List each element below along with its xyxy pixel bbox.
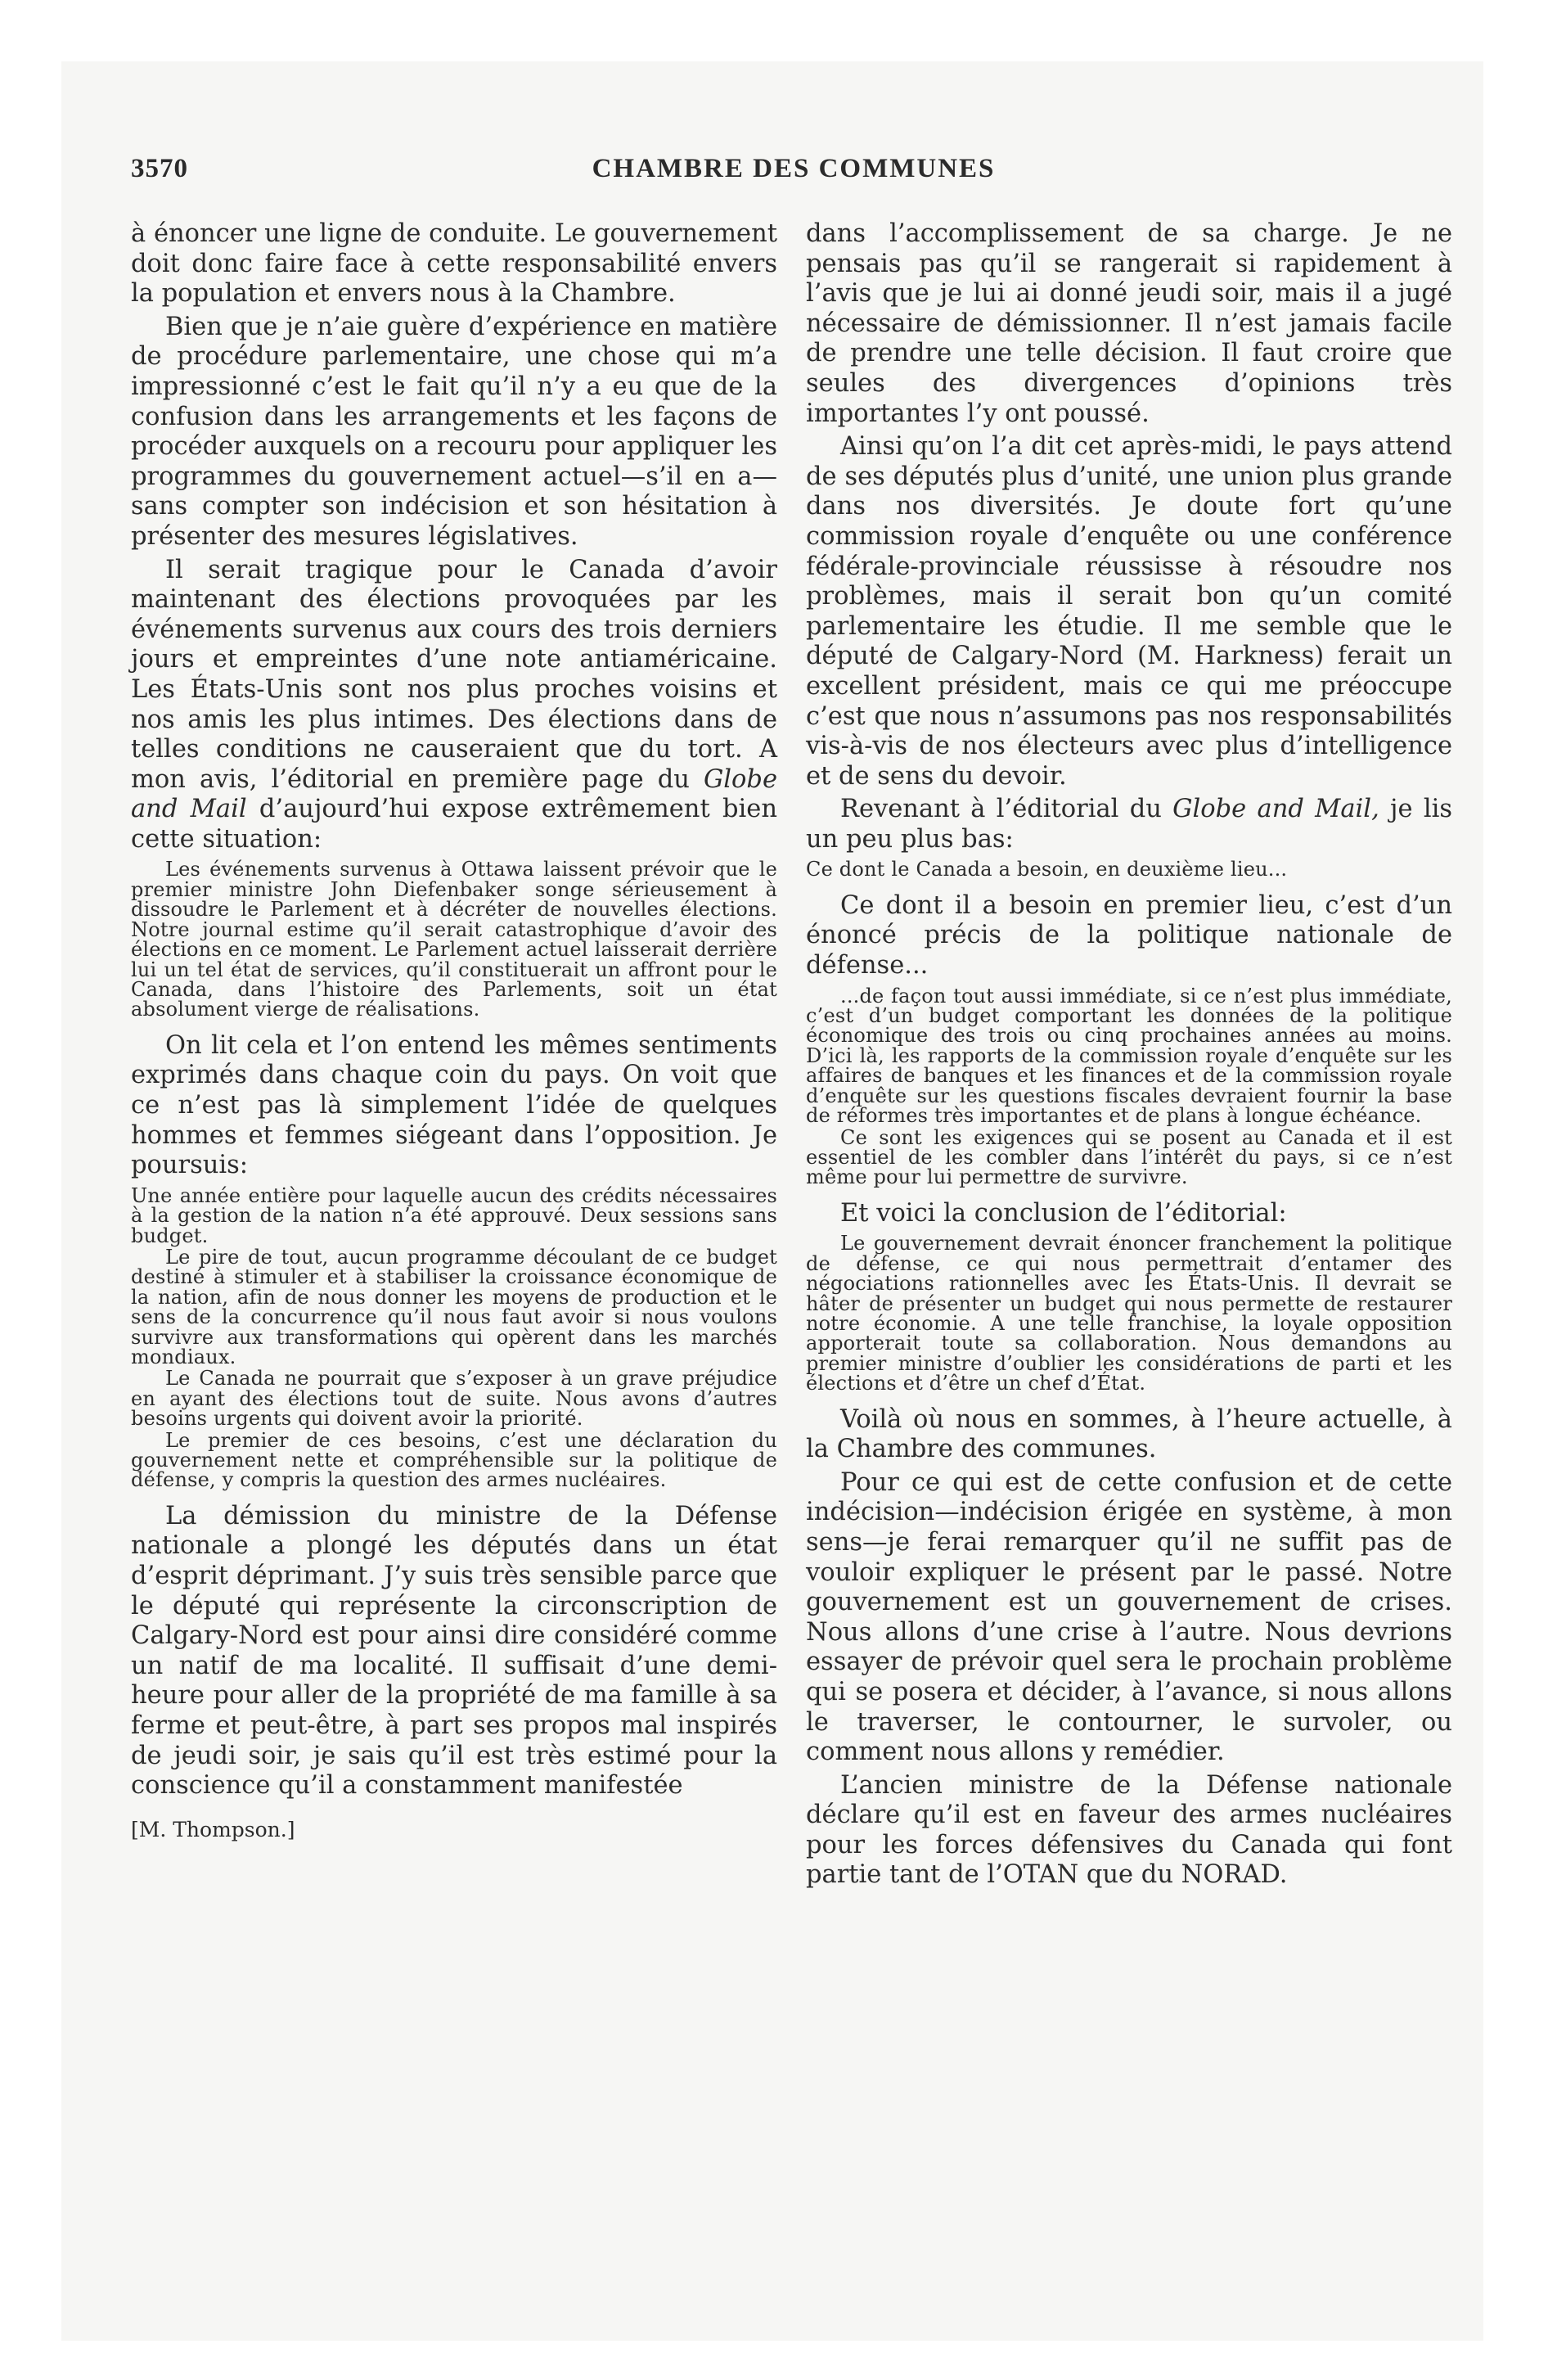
paragraph: On lit cela et l’on entend les mêmes sentiments exprimés dans chaque coin du pays. On voit que ce n’est pas là simplement l’idée de quelques hommes et femmes siégeant dans l’opposition. Je poursuis: xyxy=(131,1030,777,1180)
quote-paragraph: Le premier de ces besoins, c’est une déclaration du gouvernement nette et compréhensible sur la politique de défense, y compris la question des armes nucléaires. xyxy=(131,1428,777,1492)
paragraph: dans l’accomplissement de sa charge. Je ne pensais pas qu’il se rangerait si rapidement à l’avis que je lui ai donné jeudi soir, mais il a jugé nécessaire de démissionner. Il n’est jamais facile de prendre une telle décision. Il faut croire que seules des divergences d’opinions très importantes l’y ont poussé. xyxy=(806,219,1452,428)
page-header xyxy=(131,154,1456,195)
quote-paragraph: Le Canada ne pourrait que s’exposer à un grave préjudice en ayant des élections tout de suite. Nous avons d’autres besoins urgents qui doivent avoir la priorité. xyxy=(131,1367,777,1431)
page-number: 3570 xyxy=(131,154,188,183)
quote-paragraph: Ce sont les exigences qui se posent au Canada et il est essentiel de les combler dans l’intérêt du pays, si ce n’est même pour lui permettre de survivre. xyxy=(806,1125,1452,1189)
left-column xyxy=(131,219,777,1841)
right-column xyxy=(806,219,1452,1894)
paragraph: Ce dont il a besoin en premier lieu, c’est d’un énoncé précis de la politique nationale de défense... xyxy=(806,890,1452,980)
quotation xyxy=(131,859,777,1019)
quote-paragraph: Le gouvernement devrait énoncer franchement la politique de défense, ce qui nous permettrait d’entamer des négociations rationnelles avec les États-Unis. Il devrait se hâter de présenter un budget qui nous permette de restaurer notre économie. A une telle franchise, la loyale opposition apporterait toute sa collaboration. Nous demandons au premier ministre d’oublier les considérations de parti et les élections et d’être un chef d’État. xyxy=(806,1232,1452,1395)
paragraph-text: d’aujourd’hui expose extrêmement bien cette situation: xyxy=(131,795,777,854)
quote-paragraph: Le pire de tout, aucun programme découlant de ce budget destiné à stimuler et à stabiliser la croissance économique de la nation, afin de nous donner les moyens de production et le sens de la concurrence qu’il nous faut avoir si nous voulons survivre aux transformations qui opèrent dans les marchés mondiaux. xyxy=(131,1245,777,1368)
quotation xyxy=(131,1183,777,1492)
paragraph: L’ancien ministre de la Défense nationale déclare qu’il est en faveur des armes nucléaires pour les forces défensives du Canada qui font partie tant de l’OTAN que du NORAD. xyxy=(806,1770,1452,1890)
paragraph: Bien que je n’aie guère d’expérience en matière de procédure parlementaire, une chose qui m’a impressionné c’est le fait qu’il n’y a eu que de la confusion dans les arrangements et les façons de procéder auxquels on a recouru pour appliquer les programmes du gouvernement actuel—s’il en a—sans compter son indécision et son hésitation à présenter des mesures législatives. xyxy=(131,312,777,551)
paragraph: La démission du ministre de la Défense nationale a plongé les députés dans un état d’esprit déprimant. J’y suis très sensible parce que le député qui représente la circonscription de Calgary-Nord est pour ainsi dire considéré comme un natif de ma localité. Il suffisait d’une demi-heure pour aller de la propriété de ma famille à sa ferme et peut-être, à part ses propos mal inspirés de jeudi soir, je sais qu’il est très estimé pour la conscience qu’il a constamment manifestée xyxy=(131,1501,777,1801)
quotation xyxy=(806,986,1452,1188)
quote-paragraph: Les événements survenus à Ottawa laissent prévoir que le premier ministre John Diefenbaker songe sérieusement à dissoudre le Parlement et à décréter de nouvelles élections. Notre journal estime qu’il serait catastrophique d’avoir des élections en ce moment. Le Parlement actuel laisserait derrière lui un tel état de services, qu’il constituerait un affront pour le Canada, dans l’histoire des Parlements, soit un état absolument vierge de réalisations. xyxy=(131,858,777,1021)
paragraph-text: je lis un peu plus bas: xyxy=(806,795,1452,854)
quotation xyxy=(806,859,1452,879)
paragraph: Voilà où nous en sommes, à l’heure actuelle, à la Chambre des communes. xyxy=(806,1404,1452,1464)
paragraph-text: Revenant à l’éditorial du xyxy=(840,795,1173,824)
running-head: CHAMBRE DES COMMUNES xyxy=(592,154,996,183)
paragraph: Pour ce qui est de cette confusion et de cette indécision—indécision érigée en système, à mon sens—je ferai remarquer qu’il ne suffit pas de vouloir expliquer le présent par le passé. Notre gouvernement est un gouvernement de crises. Nous allons d’une crise à l’autre. Nous devrions essayer de prévoir quel sera le prochain problème qui se posera et décider, à l’avance, si nous allons le traverser, le contourner, le survoler, ou comment nous allons y remédier. xyxy=(806,1467,1452,1767)
quote-paragraph: Ce dont le Canada a besoin, en deuxième lieu... xyxy=(806,858,1288,881)
newspaper-title: Globe and Mail xyxy=(131,764,777,824)
paragraph-text: Il serait tragique pour le Canada d’avoir maintenant des élections provoquées par les événements survenus aux cours des trois derniers jours et empreintes d’une note antiaméricaine. Les États-Unis sont nos plus proches voisins et nos amis les plus intimes. Des élections dans de telles conditions ne causeraient que du tort. A mon avis, l’éditorial en première page du xyxy=(131,555,777,794)
paragraph xyxy=(806,795,1452,854)
quote-paragraph: Une année entière pour laquelle aucun des crédits nécessaires à la gestion de la nation n’a été approuvé. Deux sessions sans budget. xyxy=(131,1183,777,1247)
paragraph: Ainsi qu’on l’a dit cet après-midi, le pays attend de ses députés plus d’unité, une union plus grande dans nos diversités. Je doute fort qu’une commission royale d’enquête ou une conférence fédérale-provinciale réussisse à résoudre nos problèmes, mais il serait bon qu’un comité parlementaire les étudie. Il me semble que le député de Calgary-Nord (M. Harkness) ferait un excellent président, mais ce qui me préoccupe c’est que nous n’assumons pas nos responsabilités vis-à-vis de nos électeurs avec plus d’intelligence et de sens du devoir. xyxy=(806,432,1452,791)
speaker-attribution: [M. Thompson.] xyxy=(131,1817,295,1841)
quotation xyxy=(806,1233,1452,1393)
paragraph: Et voici la conclusion de l’éditorial: xyxy=(840,1198,1287,1228)
paragraph: à énoncer une ligne de conduite. Le gouvernement doit donc faire face à cette responsabilité envers la population et envers nous à la Chambre. xyxy=(131,219,777,309)
quote-paragraph: ...de façon tout aussi immédiate, si ce n’est plus immédiate, c’est d’un budget comportant les données de la politique économique des trois ou cinq prochaines années au moins. D’ici là, les rapports de la commission royale d’enquête sur les affaires de banques et les finances et de la commission royale d’enquête sur les questions fiscales devraient fournir la base de réformes très importantes et de plans à longue échéance. xyxy=(806,984,1452,1128)
newspaper-title: Globe and Mail, xyxy=(1172,795,1379,824)
paragraph xyxy=(131,556,777,855)
